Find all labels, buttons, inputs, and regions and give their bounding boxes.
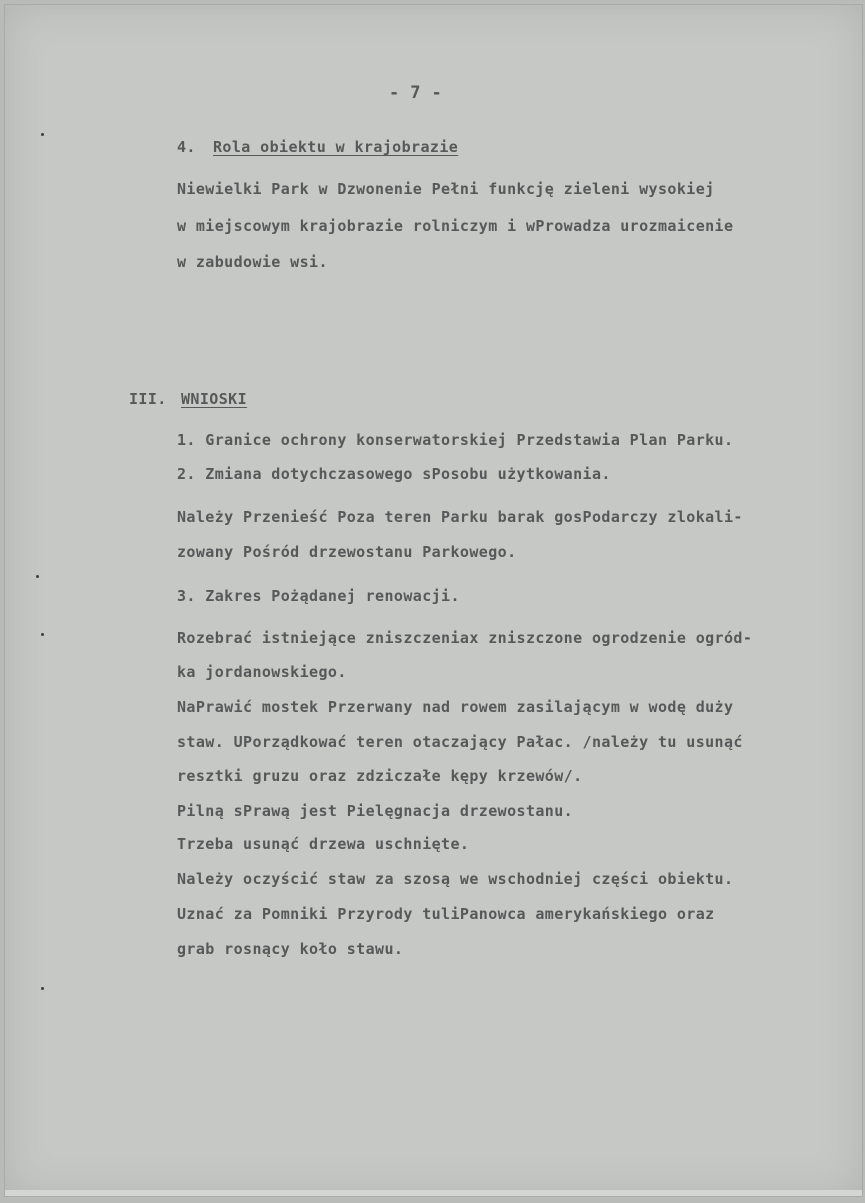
punch-mark xyxy=(41,133,44,136)
text-line: resztki gruzu oraz zdziczałe kępy krzewów/. xyxy=(177,767,583,785)
text-line: staw. UPorządkować teren otaczający Pałac. /należy tu usunąć xyxy=(177,733,743,751)
list-item: 3. Zakres Pożądanej renowacji. xyxy=(177,587,460,605)
page-number: - 7 - xyxy=(389,83,443,103)
section-iii-numeral: III. xyxy=(129,390,167,408)
list-item: 2. Zmiana dotychczasowego sPosobu użytkowania. xyxy=(177,465,611,483)
section-iii-heading: WNIOSKI xyxy=(181,390,248,408)
text-line: Trzeba usunąć drzewa uschnięte. xyxy=(177,835,470,853)
text-line: zowany Pośród drzewostanu Parkowego. xyxy=(177,543,517,561)
text-line: Uznać za Pomniki Przyrody tuliPanowca amerykańskiego oraz xyxy=(177,905,715,923)
text-line: Pilną sPrawą jest Pielęgnacja drzewostanu. xyxy=(177,802,574,820)
text-line: Należy Przenieść Poza teren Parku barak gosPodarczy zlokali- xyxy=(177,508,743,526)
punch-mark xyxy=(36,575,39,578)
document-page xyxy=(4,4,863,1197)
punch-mark xyxy=(41,987,44,990)
text-line: ka jordanowskiego. xyxy=(177,663,347,681)
text-line: w zabudowie wsi. xyxy=(177,253,328,271)
text-line: NaPrawić mostek Przerwany nad rowem zasilającym w wodę duży xyxy=(177,698,734,716)
section-4-heading: Rola obiektu w krajobrazie xyxy=(213,138,459,156)
list-item: 1. Granice ochrony konserwatorskiej Przedstawia Plan Parku. xyxy=(177,431,734,449)
text-line: Rozebrać istniejące zniszczeniax zniszczone ogrodzenie ogród- xyxy=(177,629,753,647)
text-line: Niewielki Park w Dzwonenie Pełni funkcję zieleni wysokiej xyxy=(177,180,715,198)
section-4-number: 4. xyxy=(177,138,196,156)
punch-mark xyxy=(41,633,44,636)
text-line: grab rosnący koło stawu. xyxy=(177,940,404,958)
scan-edge xyxy=(5,1190,862,1196)
text-line: w miejscowym krajobrazie rolniczym i wProwadza urozmaicenie xyxy=(177,217,734,235)
text-line: Należy oczyścić staw za szosą we wschodniej części obiektu. xyxy=(177,870,734,888)
